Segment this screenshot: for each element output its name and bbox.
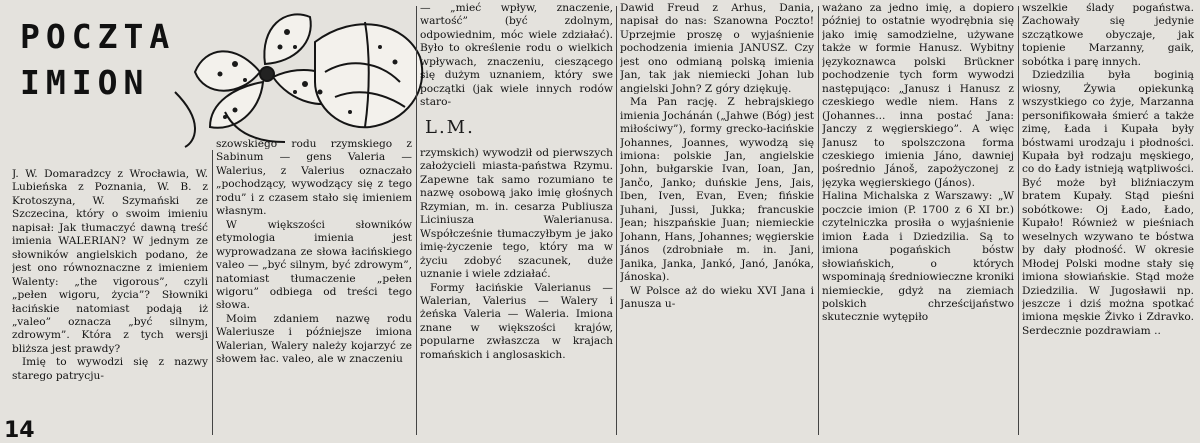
column-1 (12, 168, 208, 430)
author-initials: L.M. (425, 117, 475, 138)
answer-paragraph: W Polsce aż do wieku XVI Jana i Janusza u- (620, 284, 814, 310)
column-6 (1022, 2, 1194, 442)
letter-question-janusz: Dawid Freud z Arhus, Dania, napisał do nas: Szanowna Poczto! Uprzejmie proszę o wyjaśnienie pochodzenia imienia JANUSZ. Czy jest ono odmianą polską imienia Jan, tak jak niemiecki Johan lub angielski John? Z góry dziękuję. (620, 2, 814, 95)
answer-paragraph: ważano za jedno imię, a dopiero później to ostatnie wyodrębnia się jako imię samodzielne, używane także w formie Hanusz. Wybitny językoznawca polski Brückner pochodzenie tych form wywodzi następująco: „Janusz i Hanusz z czeskiego wedle niem. Hans z (Johannes... inna postać Jana: Janczy z węgierskiego”. A więc Janusz to spolszczona forma czeskiego imienia Jáno, dawniej pośrednio Jánoš, zapożyczonej z języka węgierskiego (János). (822, 2, 1014, 189)
answer-paragraph: wszelkie ślady pogaństwa. Zachowały się jedynie szczątkowe obyczaje, jak topienie Marzanny, gaik, sobótka i parę innych. (1022, 2, 1194, 68)
answer-paragraph: Imię to wywodzi się z nazwy starego patrycju- (12, 356, 208, 382)
column-3-top (420, 2, 613, 118)
page-number: 14 (4, 418, 35, 443)
letter-halina-michalska: Halina Michalska z Warszawy: „W poczcie imion (P. 1700 z 6 XI br.) czytelniczka prosiła o wyjaśnienie imion Łada i Dziedzilia. Są to imiona pogańskich bóstw słowiańskich, o których wspominają średniowieczne kroniki niemieckie, gdyż na ziemiach polskich chrześcijaństwo skutecznie wytępiło (822, 190, 1014, 324)
answer-paragraph: Moim zdaniem nazwę rodu Waleriusze i późniejsze imiona Walerian, Walery należy kojarzyć ze słowem łac. valeo, ale w znaczeniu (216, 312, 412, 366)
section-title-line2: IMION (20, 63, 150, 102)
answer-paragraph: Ma Pan rację. Z hebrajskiego imienia Jochánán („Jahwe (Bóg) jest miłościwy”), formy grecko-łacińskie Johannes, Joannes, wywodzą się imiona: polskie Jan, angielskie John, bułgarskie Ivan, Ioan, Jan, Jančo, Janko; duńskie Jens, Jais, Iben, Iven, Evan, Even; fińskie Juhani, Jussi, Jukka; francuskie Jean; hiszpańskie Juan; niemieckie Johann, Hans, Johannes; węgierskie János (zdrobniałe m. in. Jani, Janika, Janka, Jankó, Janó, Janóka, Jánoska). (620, 96, 814, 284)
column-divider (616, 6, 617, 435)
column-3-bottom (420, 147, 613, 439)
column-2 (216, 138, 412, 438)
answer-paragraph: W większości słowników etymologia imienia jest wyprowadzana ze słowa łacińskiego valeo — „być silnym, być zdrowym”, natomiast tłumaczenie „pełen wigoru” odbiega od treści tego słowa. (216, 218, 412, 312)
section-title-line1: POCZTA (20, 17, 176, 56)
column-4 (620, 2, 814, 442)
column-divider (416, 6, 417, 435)
answer-paragraph: rzymskich) wywodził od pierwszych założycieli miasta-państwa Rzymu. Zapewne tak samo rozumiano te nazwę osobową jako imię głośnych Rzymian, m. in. cesarza Publiusza Liciniusza Walerianusa. Współcześnie tłumaczyłbym je jako imię-życzenie tego, który ma w życiu zdobyć szacunek, duże uznanie i wiele zdziałać. (420, 147, 613, 281)
column-divider (1018, 6, 1019, 435)
column-divider (818, 6, 819, 435)
answer-paragraph: Formy łacińskie Valerianus — Walerian, Valerius — Walery i żeńska Valeria — Waleria. Imiona znane w większości krajów, popularne zwłaszcza w krajach romańskich i anglosaskich. (420, 281, 613, 361)
answer-paragraph: Dziedzilia była boginią wiosny, Żywia opiekunką wszystkiego co żyje, Marzanna personifikowała śmierć a także zimę, Łada i Kupała były bóstwami urodzaju i płodności. Kupała był rodzaju męskiego, co do Łady istnieją wątpliwości. Być może był bliźniaczym bratem Kupały. Stąd pieśni sobótkowe: Oj Łado, Łado, Kupało! Również w pieśniach weselnych wzywano te bóstwa by dały płodność. W okresie Młodej Polski modne stały się imiona słowiańskie. Stąd może Dziedzilia. W Jugosławii np. jeszcze i dziś można spotkać imiona męskie Živko i Zdravko. Serdecznie pozdrawiam .. (1022, 69, 1194, 337)
answer-paragraph: — „mieć wpływ, znaczenie, wartość” (być zdolnym, odpowiednim, móc wiele zdziałać). Było to określenie rodu o wielkich wpływach, znaczeniu, cieszącego się dużym uznaniem, który swe początki (jak wiele innych rodów staro- (420, 2, 613, 109)
column-5 (822, 2, 1014, 442)
column-divider (212, 150, 213, 435)
letter-question-walerian: J. W. Domaradzcy z Wrocławia, W. Lubieńska z Poznania, W. B. z Krotoszyna, W. Szymański ze Szczecina, który o swoim imieniu napisał: Jak tłumaczyć dawną treść imienia WALERIAN? W jednym ze słowników angielskich podano, że jest ono równoznaczne z imieniem Walenty: „the vigorous”, czyli „pełen wigoru, życia”? Słowniki łacińskie natomiast podają iż „valeo” oznacza „być silnym, zdrowym”. Która z tych wersji bliższa jest prawdy? (12, 168, 208, 355)
answer-paragraph: szowskiego rodu rzymskiego z Sabinum — gens Valeria — Walerius, z Valerius oznaczało „pochodzący, wywodzący się z tego rodu” i z czasem stało się imieniem własnym. (216, 138, 412, 218)
